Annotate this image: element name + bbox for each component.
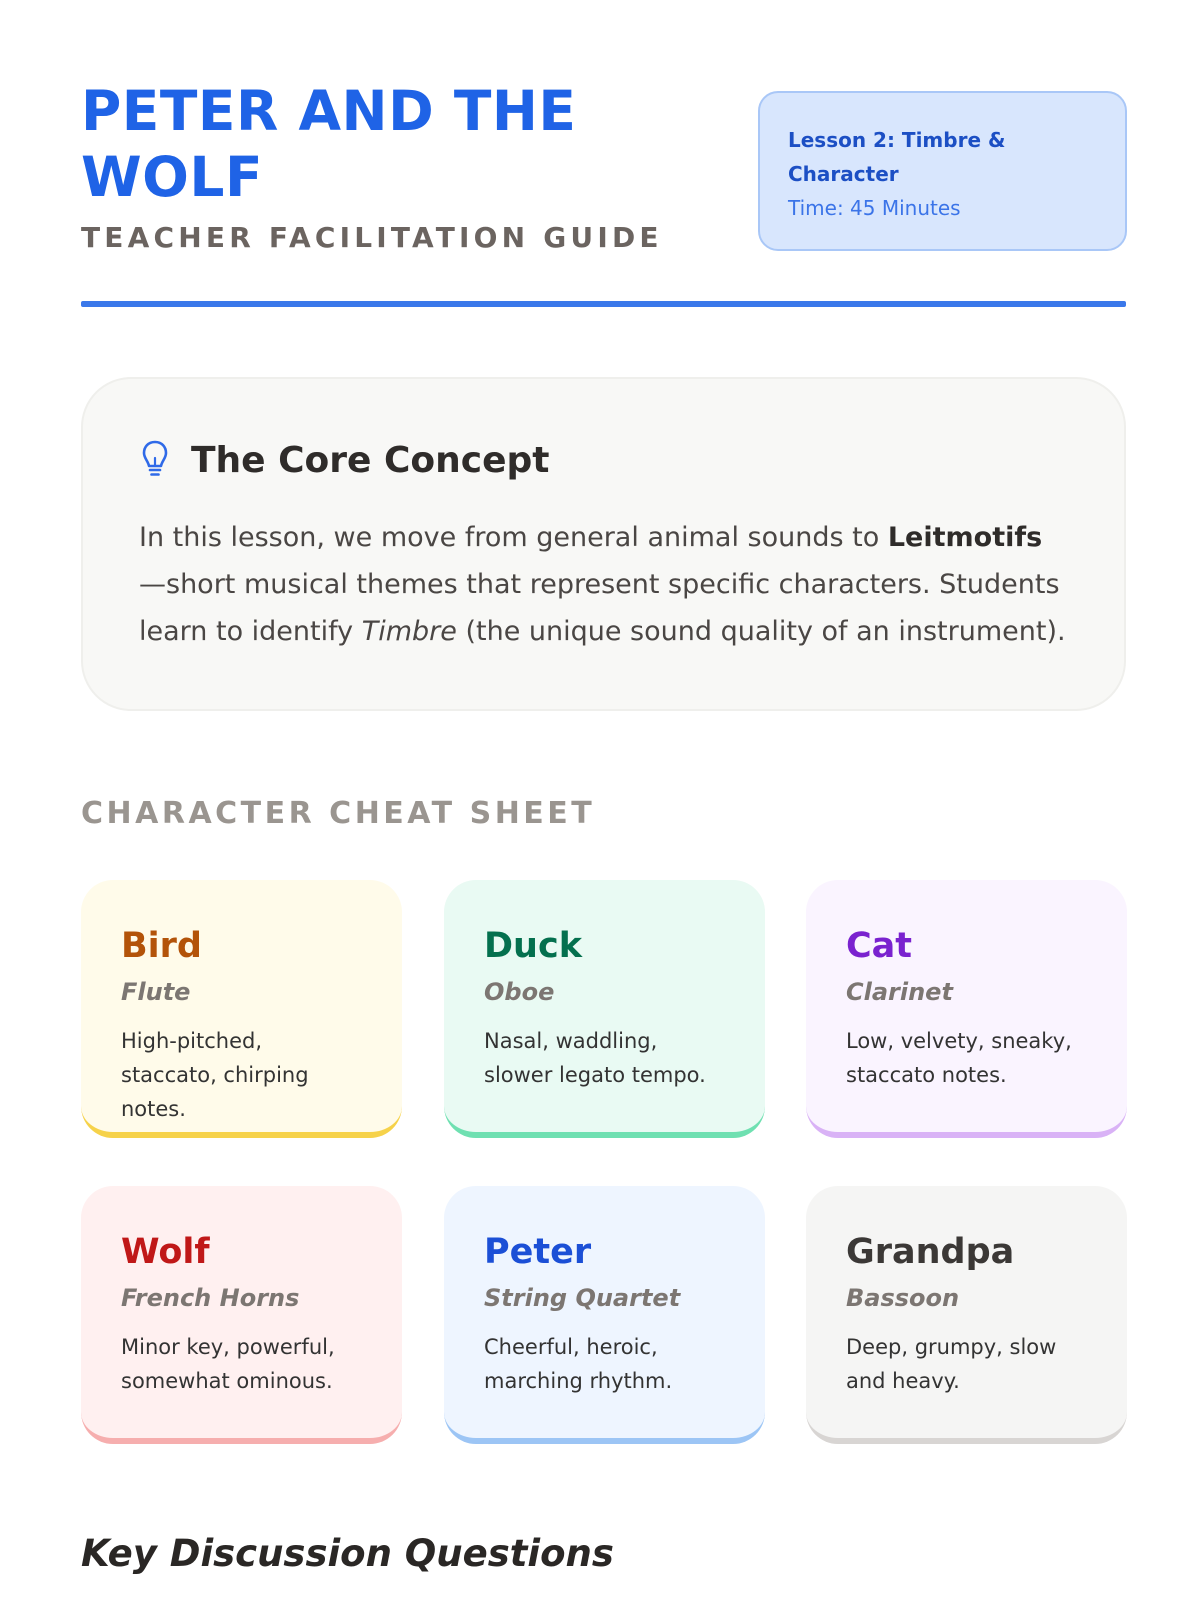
page-subtitle: TEACHER FACILITATION GUIDE xyxy=(81,221,663,254)
concept-title: The Core Concept xyxy=(191,439,550,481)
character-description: Nasal, waddling, slower legato tempo. xyxy=(484,1029,706,1087)
cheat-sheet-heading: CHARACTER CHEAT SHEET xyxy=(81,796,596,831)
concept-term-timbre: Timbre xyxy=(361,616,457,647)
character-instrument: String Quartet xyxy=(484,1284,681,1312)
character-description: Minor key, powerful, somewhat ominous. xyxy=(121,1335,335,1393)
character-card-wolf xyxy=(81,1186,402,1444)
time-label: Time: 45 Minutes xyxy=(788,196,961,220)
character-name: Grandpa xyxy=(846,1232,1015,1272)
concept-text-part: In this lesson, we move from general animal sounds to xyxy=(139,522,888,553)
character-description: High-pitched, staccato, chirping notes. xyxy=(121,1029,309,1121)
character-card-grandpa xyxy=(806,1186,1127,1444)
character-card-peter xyxy=(444,1186,765,1444)
character-name: Peter xyxy=(484,1232,592,1272)
character-description: Cheerful, heroic, marching rhythm. xyxy=(484,1335,673,1393)
character-instrument: Oboe xyxy=(484,978,555,1006)
lesson-info-box xyxy=(758,91,1127,251)
core-concept-panel xyxy=(81,377,1126,711)
character-instrument: Bassoon xyxy=(846,1284,960,1312)
character-name: Wolf xyxy=(121,1232,210,1272)
concept-text xyxy=(139,514,1069,655)
concept-text-part: (the unique sound quality of an instrument). xyxy=(456,616,1066,647)
lesson-label: Lesson 2: Timbre & Character xyxy=(788,128,1006,186)
concept-text-part: —short musical themes that represent specific characters. Students learn to identify xyxy=(139,569,1060,647)
character-name: Duck xyxy=(484,926,582,966)
character-instrument: French Horns xyxy=(121,1284,300,1312)
page-title: PETER AND THE WOLF xyxy=(81,79,577,209)
character-instrument: Clarinet xyxy=(846,978,953,1006)
character-card-duck xyxy=(444,880,765,1138)
character-description: Low, velvety, sneaky, staccato notes. xyxy=(846,1029,1072,1087)
character-card-cat xyxy=(806,880,1127,1138)
character-instrument: Flute xyxy=(121,978,191,1006)
character-name: Cat xyxy=(846,926,913,966)
discussion-heading: Key Discussion Questions xyxy=(81,1532,614,1575)
character-card-bird xyxy=(81,880,402,1138)
concept-heading xyxy=(141,437,550,483)
character-name: Bird xyxy=(121,926,202,966)
concept-term-leitmotifs: Leitmotifs xyxy=(887,522,1043,553)
header-divider xyxy=(81,301,1126,307)
lightbulb-icon xyxy=(141,439,169,481)
header xyxy=(81,78,1126,298)
character-description: Deep, grumpy, slow and heavy. xyxy=(846,1335,1057,1393)
